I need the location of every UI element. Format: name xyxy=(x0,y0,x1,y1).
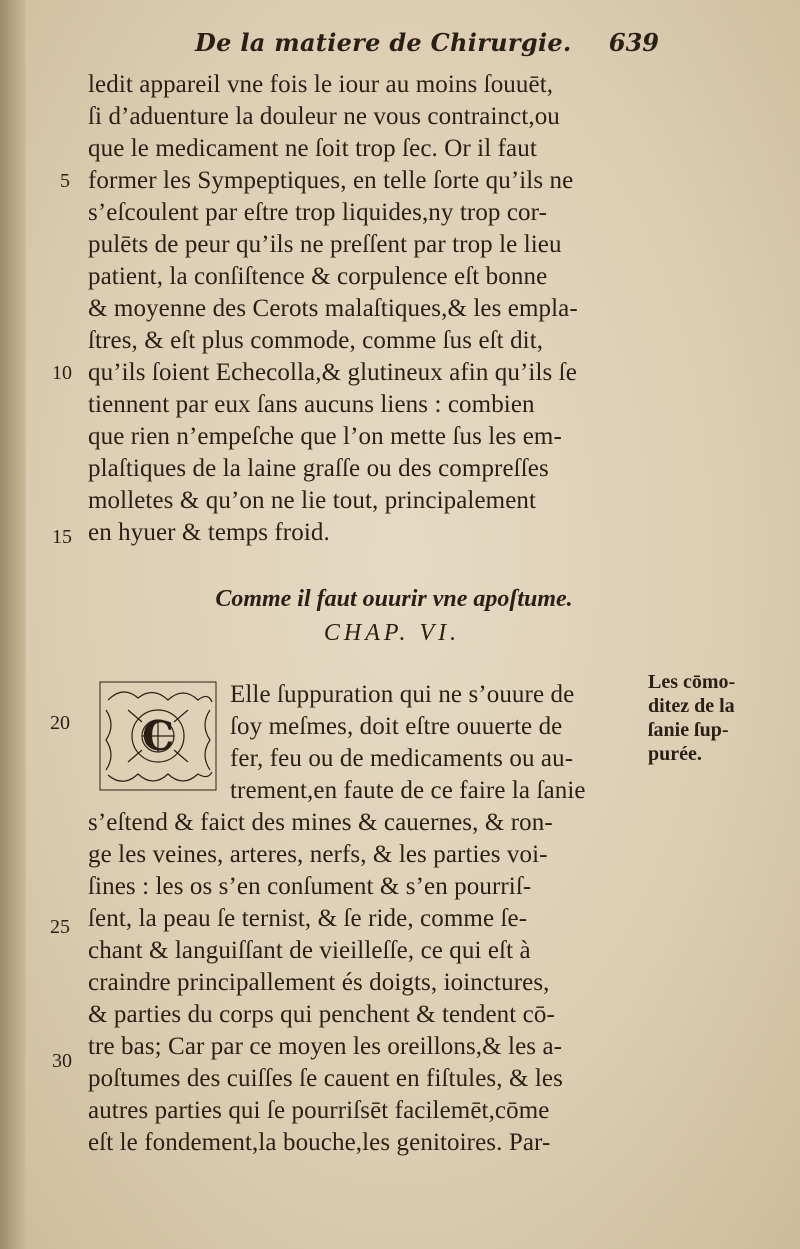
marginal-note xyxy=(648,670,768,766)
text-line: que rien n’empeſche que l’on mette ſus les em- xyxy=(88,423,562,450)
text-line: ledit appareil vne fois le iour au moins ſouuēt, xyxy=(88,71,554,98)
text-line: s’eſtend & faict des mines & cauernes, & ron- xyxy=(88,809,553,836)
text-line: autres parties qui ſe pourriſsēt facilemēt,cōme xyxy=(88,1097,550,1124)
text-line: ge les veines, arteres, nerfs, & les parties voi- xyxy=(88,841,548,868)
text-line: molletes & qu’on ne lie tout, principalement xyxy=(88,487,537,514)
text-line: ſi d’aduenture la douleur ne vous contrainct,ou xyxy=(88,103,560,130)
line-number: 20 xyxy=(50,712,70,734)
text-line: poſtumes des cuiſſes ſe cauent en fiſtules, & les xyxy=(88,1065,563,1092)
text-line: ſoy meſmes, doit eſtre ouuerte de xyxy=(230,713,563,740)
text-line: que le medicament ne ſoit trop ſec. Or il faut xyxy=(88,135,537,162)
line-number: 10 xyxy=(52,362,72,384)
decorated-initial xyxy=(98,680,218,792)
page-number: 639 xyxy=(608,28,659,57)
text-line: ſent, la peau ſe ternist, & ſe ride, comme ſe- xyxy=(88,905,528,932)
text-line: chant & languiſſant de vieilleſſe, ce qui eſt à xyxy=(88,937,531,964)
text-line: tiennent par eux ſans aucuns liens : combien xyxy=(88,391,535,418)
line-number: 30 xyxy=(52,1050,72,1072)
text-line: former les Sympeptiques, en telle ſorte qu’ils ne xyxy=(88,167,574,194)
text-line: & parties du corps qui penchent & tendent cō- xyxy=(88,1001,555,1028)
text-line: en hyuer & temps froid. xyxy=(88,519,330,546)
text-line: ſtres, & eſt plus commode, comme ſus eſt dit, xyxy=(88,327,544,354)
text-line: trement,en faute de ce faire la ſanie xyxy=(230,777,586,804)
chapter-number: CHAP. VI. xyxy=(323,620,461,646)
marginal-line: Les cōmo- xyxy=(648,671,736,693)
text-line: pulēts de peur qu’ils ne preſſent par trop le lieu xyxy=(88,231,562,258)
text-line: tre bas; Car par ce moyen les oreillons,& les a- xyxy=(88,1033,563,1060)
line-number: 5 xyxy=(60,170,70,192)
initial-letter: C xyxy=(142,713,174,760)
text-line: eſt le fondement,la bouche,les genitoires. Par- xyxy=(88,1129,551,1156)
line-number: 25 xyxy=(50,916,70,938)
line-number: 15 xyxy=(52,526,72,548)
text-line: plaſtiques de la laine graſſe ou des compreſſes xyxy=(88,455,549,482)
marginal-line: ſanie ſup- xyxy=(648,719,729,741)
ornament-icon xyxy=(98,680,218,792)
marginal-line: purée. xyxy=(648,743,702,765)
text-line: s’eſcoulent par eſtre trop liquides,ny trop cor- xyxy=(88,199,548,226)
chapter-title: Comme il faut ouurir vne apoſtume. xyxy=(215,586,573,612)
text-line: fer, feu ou de medicaments ou au- xyxy=(230,745,574,772)
text-line: craindre principallement és doigts, ioinctures, xyxy=(88,969,550,996)
page-header xyxy=(195,28,665,68)
running-title: De la matiere de Chirurgie. xyxy=(195,28,572,57)
text-line: Elle ſuppuration qui ne s’ouure de xyxy=(230,681,575,708)
text-line: & moyenne des Cerots malaſtiques,& les empla- xyxy=(88,295,578,322)
marginal-line: ditez de la xyxy=(648,695,735,717)
text-line: patient, la conſiſtence & corpulence eſt bonne xyxy=(88,263,548,290)
text-line: qu’ils ſoient Echecolla,& glutineux afin qu’ils ſe xyxy=(88,359,577,386)
text-line: ſines : les os s’en conſument & s’en pourriſ- xyxy=(88,873,532,900)
